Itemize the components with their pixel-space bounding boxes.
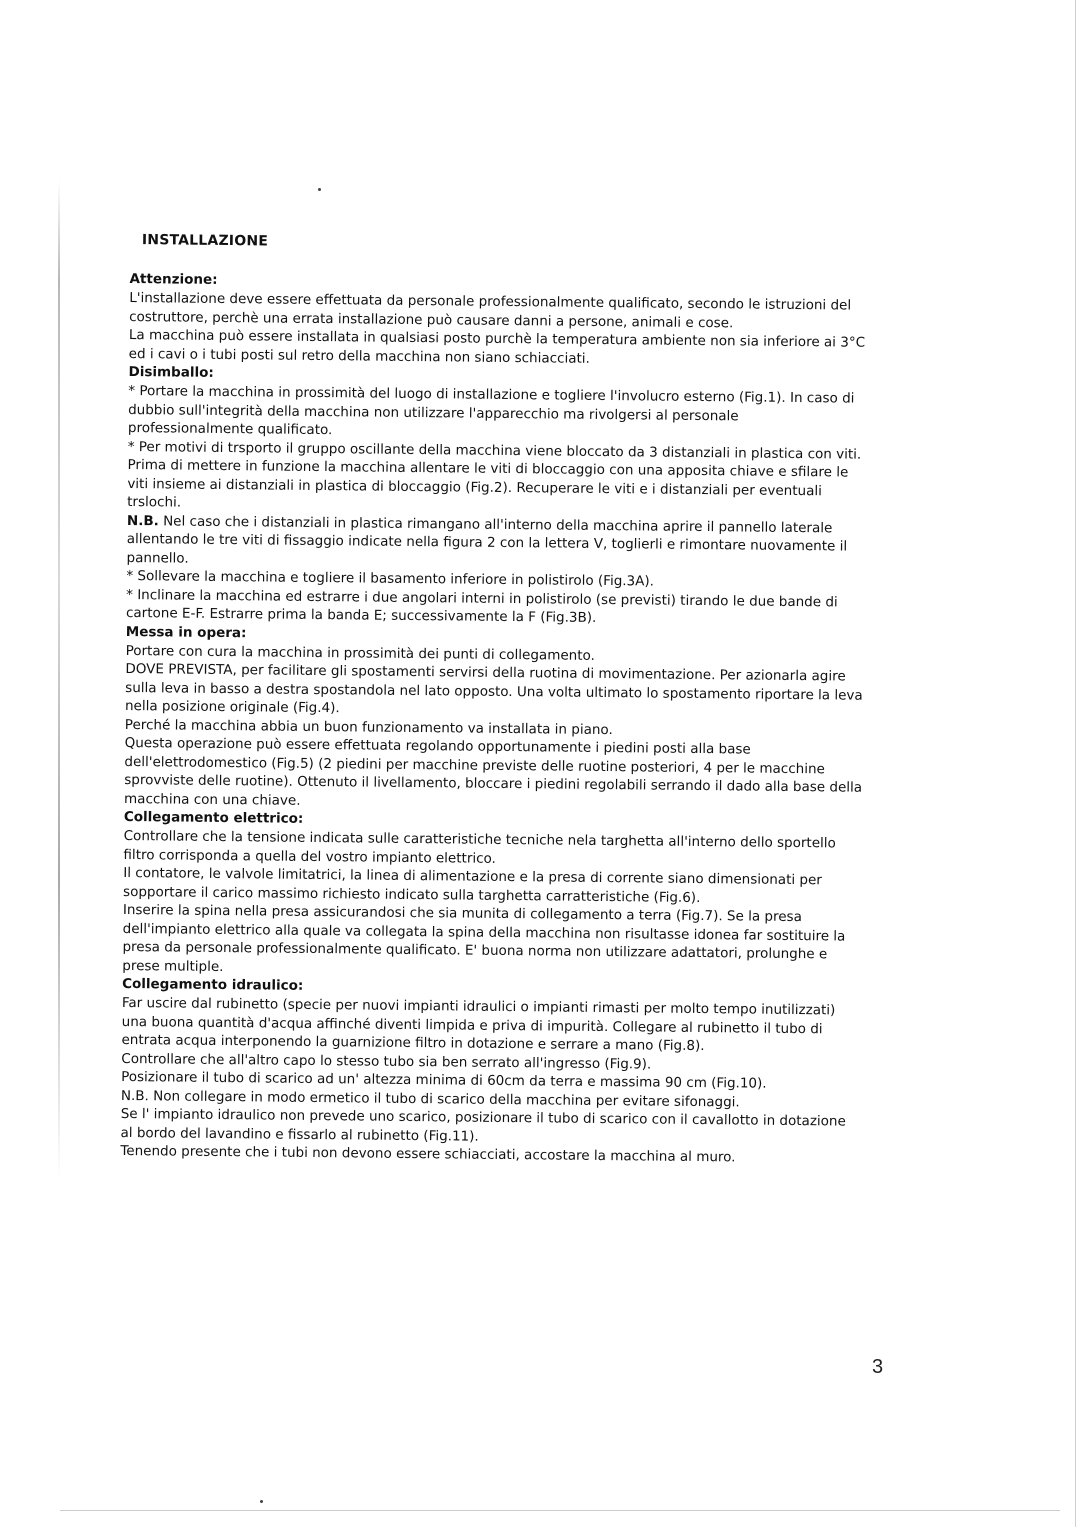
paragraph: Far uscire dal rubinetto (specie per nuovi impianti idraulici o impianti rimasti per molto tempo inutilizzati) una buona quantità d'acqua affinché diventi limpida e priva di impurità. Collegare al rubinetto il tubo di entrata acqua interponendo la guarnizione filtro in dotazione e serrare a mano (Fig.8).: [121, 994, 836, 1055]
section-collegamento-idraulico: [120, 975, 862, 1168]
paragraph: Controllare che all'altro capo lo stesso tubo sia ben serrato all'ingresso (Fig.9).: [121, 1050, 652, 1073]
scan-left-edge: [58, 180, 60, 1180]
scan-speck: [318, 188, 321, 191]
nb-label: N.B.: [126, 512, 159, 529]
paragraph: Controllare che la tensione indicata sulle caratteristiche tecniche nela targhetta all'interno dello sportello filtro corrisponda a quella del vostro impianto elettrico.: [123, 827, 836, 867]
nb-text: Nel caso che i distanziali in plastica rimangano all'interno della macchina aprire il pannello laterale allentando le tre viti di fissaggio indicate nella figura 2 con la lettera V, toglierli e rimontare nuovamente il pannello.: [126, 512, 848, 567]
paragraph: * Sollevare la macchina e togliere il basamento inferiore in polistirolo (Fig.3A).: [126, 567, 655, 590]
paragraph: La macchina può essere installata in qualsiasi posto purchè la temperatura ambiente non sia inferiore ai 3°C ed i cavi o i tubi posti sul retro della macchina non siano schiacciati.: [128, 326, 866, 367]
section-collegamento-elettrico: [122, 808, 864, 983]
section-heading: Disimballo:: [128, 363, 214, 381]
paragraph: DOVE PREVISTA, per facilitare gli spostamenti servirsi della ruotina di movimentazione. Per azionarla agire sulla leva in basso a destra spostandola nel lato opposto. Una volta ultimato lo spostamento riportare la leva nella posizione originale (Fig.4).: [124, 660, 863, 717]
paragraph: L'installazione deve essere effettuata da personale professionalmente qualificato, secondo le istruzioni del costruttore, perchè una errata installazione può causare danni a persone, animali e cose.: [129, 289, 852, 331]
paragraph: N.B. Non collegare in modo ermetico il tubo di scarico della macchina per evitare sifonaggi.: [120, 1087, 740, 1110]
paragraph: * Per motivi di trsporto il gruppo oscillante della macchina viene bloccato da 3 distanziali in plastica con viti. Prima di mettere in funzione la macchina allentare le viti di bloccaggio con una apposita chiave e sfilare le viti insieme ai distanziali in plastica di bloccaggio (Fig.2). Recuperare le viti e i distanziali per eventuali trslochi.: [127, 438, 862, 511]
section-heading: Attenzione:: [129, 270, 218, 288]
section-messa-in-opera: [124, 622, 866, 815]
section-disimballo: [126, 363, 869, 630]
section-heading: Collegamento idraulico:: [122, 975, 304, 994]
paragraph: * Portare la macchina in prossimità del luogo di installazione e togliere l'involucro esterno (Fig.1). In caso di dubbio sull'integrità della macchina non utilizzare l'apparecchio ma rivolgersi al personale professionalmente qualificato.: [127, 382, 855, 439]
scan-speck: [260, 1500, 263, 1503]
document-title: INSTALLAZIONE: [141, 232, 269, 250]
nb-paragraph: [126, 511, 867, 574]
paragraph: Portare con cura la macchina in prossimità dei punti di collegamento.: [125, 642, 595, 664]
section-attenzione: [129, 270, 870, 371]
paragraph: Tenendo presente che i tubi non devono essere schiacciati, accostare la macchina al muro.: [120, 1142, 736, 1166]
page-number: 3: [872, 1356, 884, 1378]
scan-right-edge: [1075, 0, 1076, 1527]
paragraph: Se l' impianto idraulico non prevede uno scarico, posizionare il tubo di scarico con il cavallotto in dotazione al bordo del lavandino e fissarlo al rubinetto (Fig.11).: [120, 1105, 846, 1145]
section-heading: Messa in opera:: [125, 623, 247, 641]
document-body: [120, 232, 870, 1168]
paragraph: Il contatore, le valvole limitatrici, la linea di alimentazione e la presa di corrente siano dimensionati per sopportare il carico massimo richiesto indicato sulla targhetta carratteristiche (Fig.6).: [123, 864, 822, 906]
paragraph: Perché la macchina abbia un buon funzionamento va installata in piano.: [124, 716, 613, 738]
paragraph: * Inclinare la macchina ed estrarre i due angolari interni in polistirolo (se previsti) tirando le due bande di cartone E-F. Estrarre prima la banda E; successivamente la F (Fig.3B).: [125, 586, 838, 626]
section-heading: Collegamento elettrico:: [123, 808, 304, 827]
paragraph: Posizionare il tubo di scarico ad un' altezza minima di 60cm da terra e massima 90 cm (Fig.10).: [121, 1068, 767, 1092]
paragraph: Inserire la spina nella presa assicurandosi che sia munita di collegamento a terra (Fig.7). Se la presa dell'impianto elettrico alla quale va collegata la spina della macchina non risultasse idonea far sostituire la presa da personale professionalmente qualificato. E' buona norma non utilizzare adattatori, prolunghe e prese multiple.: [122, 901, 846, 975]
scan-bottom-edge: [60, 1510, 1060, 1511]
paragraph: Questa operazione può essere effettuata regolando opportunamente i piedini posti alla base dell'elettrodomestico (Fig.5) (2 piedini per macchine previste delle ruotine posteriori, 4 per le macchine sprovviste delle ruotine). Ottenuto il livellamento, bloccare i piedini regolabili serrando il dado alla base della macchina con una chiave.: [123, 734, 863, 809]
